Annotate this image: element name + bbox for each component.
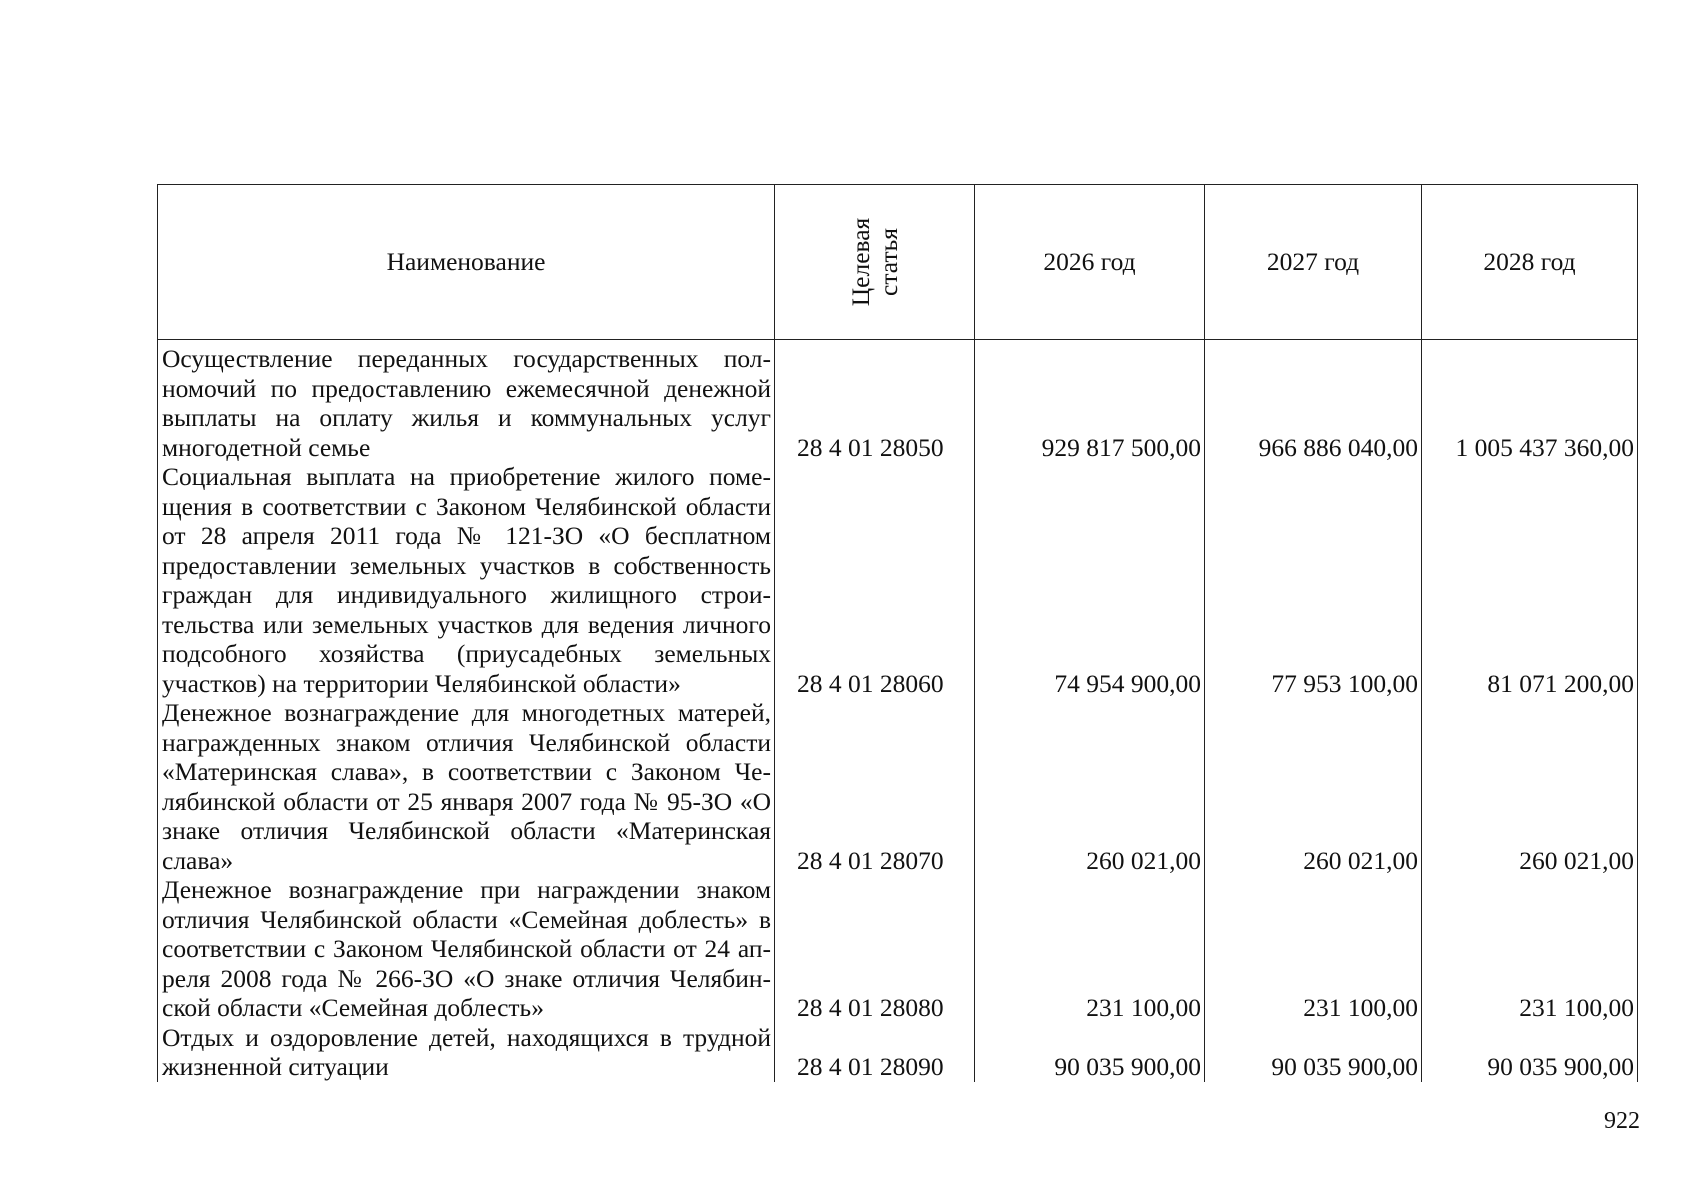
- header-year-2027: 2027 год: [1205, 185, 1422, 340]
- row-name: Отдых и оздоровление детей, находящихся в трудной жизненной ситуации: [158, 1023, 775, 1082]
- row-value-2028: 260 021,00: [1422, 698, 1638, 875]
- page-number: 922: [1604, 1108, 1640, 1134]
- row-code: 28 4 01 28060: [775, 462, 975, 698]
- header-year-2028: 2028 год: [1422, 185, 1638, 340]
- header-year-2026: 2026 год: [975, 185, 1205, 340]
- header-code: [775, 185, 975, 340]
- table-header: [158, 185, 1638, 340]
- row-code: 28 4 01 28070: [775, 698, 975, 875]
- header-code-line2: статья: [873, 228, 903, 296]
- row-name: Денежное вознаграждение при награждении знаком отличия Челябинской области «Семейная доблесть» в соответствии с Законом Челябинской области от 24 апреля 2008 года № 266-ЗО «О знаке отличия Челябинской области «Семейная доблесть»: [158, 875, 775, 1023]
- row-code: 28 4 01 28050: [775, 340, 975, 463]
- table-row: [158, 1023, 1638, 1082]
- row-code: 28 4 01 28080: [775, 875, 975, 1023]
- row-value-2026: 260 021,00: [975, 698, 1205, 875]
- table-row: [158, 698, 1638, 875]
- row-value-2026: 74 954 900,00: [975, 462, 1205, 698]
- row-value-2028: 1 005 437 360,00: [1422, 340, 1638, 463]
- row-value-2027: 966 886 040,00: [1205, 340, 1422, 463]
- header-code-wrap: [775, 185, 974, 339]
- row-name: Денежное вознаграждение для многодетных матерей, награжденных знаком отличия Челябинской области «Материнская слава», в соответствии с Законом Челябинской области от 25 января 2007 года № 95-ЗО «О знаке отличия Челябинской области «Материнская слава»: [158, 698, 775, 875]
- row-value-2027: 260 021,00: [1205, 698, 1422, 875]
- row-value-2028: 231 100,00: [1422, 875, 1638, 1023]
- table-row: [158, 875, 1638, 1023]
- row-name: Социальная выплата на приобретение жилого помещения в соответствии с Законом Челябинской области от 28 апреля 2011 года № 121-ЗО «О бесплатном предоставлении земельных участков в собственность граждан для индивидуального жилищного строительства или земельных участков для ведения личного подсобного хозяйства (приусадебных земельных участков) на территории Челябинской области»: [158, 462, 775, 698]
- header-code-line1: Целевая: [845, 217, 875, 307]
- row-name: Осуществление переданных государственных полномочий по предоставлению ежемесячной денежной выплаты на оплату жилья и коммунальных услуг многодетной семье: [158, 340, 775, 463]
- row-value-2028: 81 071 200,00: [1422, 462, 1638, 698]
- header-code-rotated: [847, 218, 903, 307]
- row-value-2026: 929 817 500,00: [975, 340, 1205, 463]
- header-row: [158, 185, 1638, 340]
- table-row: [158, 340, 1638, 463]
- row-value-2027: 231 100,00: [1205, 875, 1422, 1023]
- table-body: [158, 340, 1638, 1082]
- row-value-2028: 90 035 900,00: [1422, 1023, 1638, 1082]
- header-name: Наименование: [158, 185, 775, 340]
- row-code: 28 4 01 28090: [775, 1023, 975, 1082]
- table-row: [158, 462, 1638, 698]
- row-value-2026: 231 100,00: [975, 875, 1205, 1023]
- row-value-2026: 90 035 900,00: [975, 1023, 1205, 1082]
- row-value-2027: 90 035 900,00: [1205, 1023, 1422, 1082]
- budget-table: [157, 184, 1638, 1082]
- row-value-2027: 77 953 100,00: [1205, 462, 1422, 698]
